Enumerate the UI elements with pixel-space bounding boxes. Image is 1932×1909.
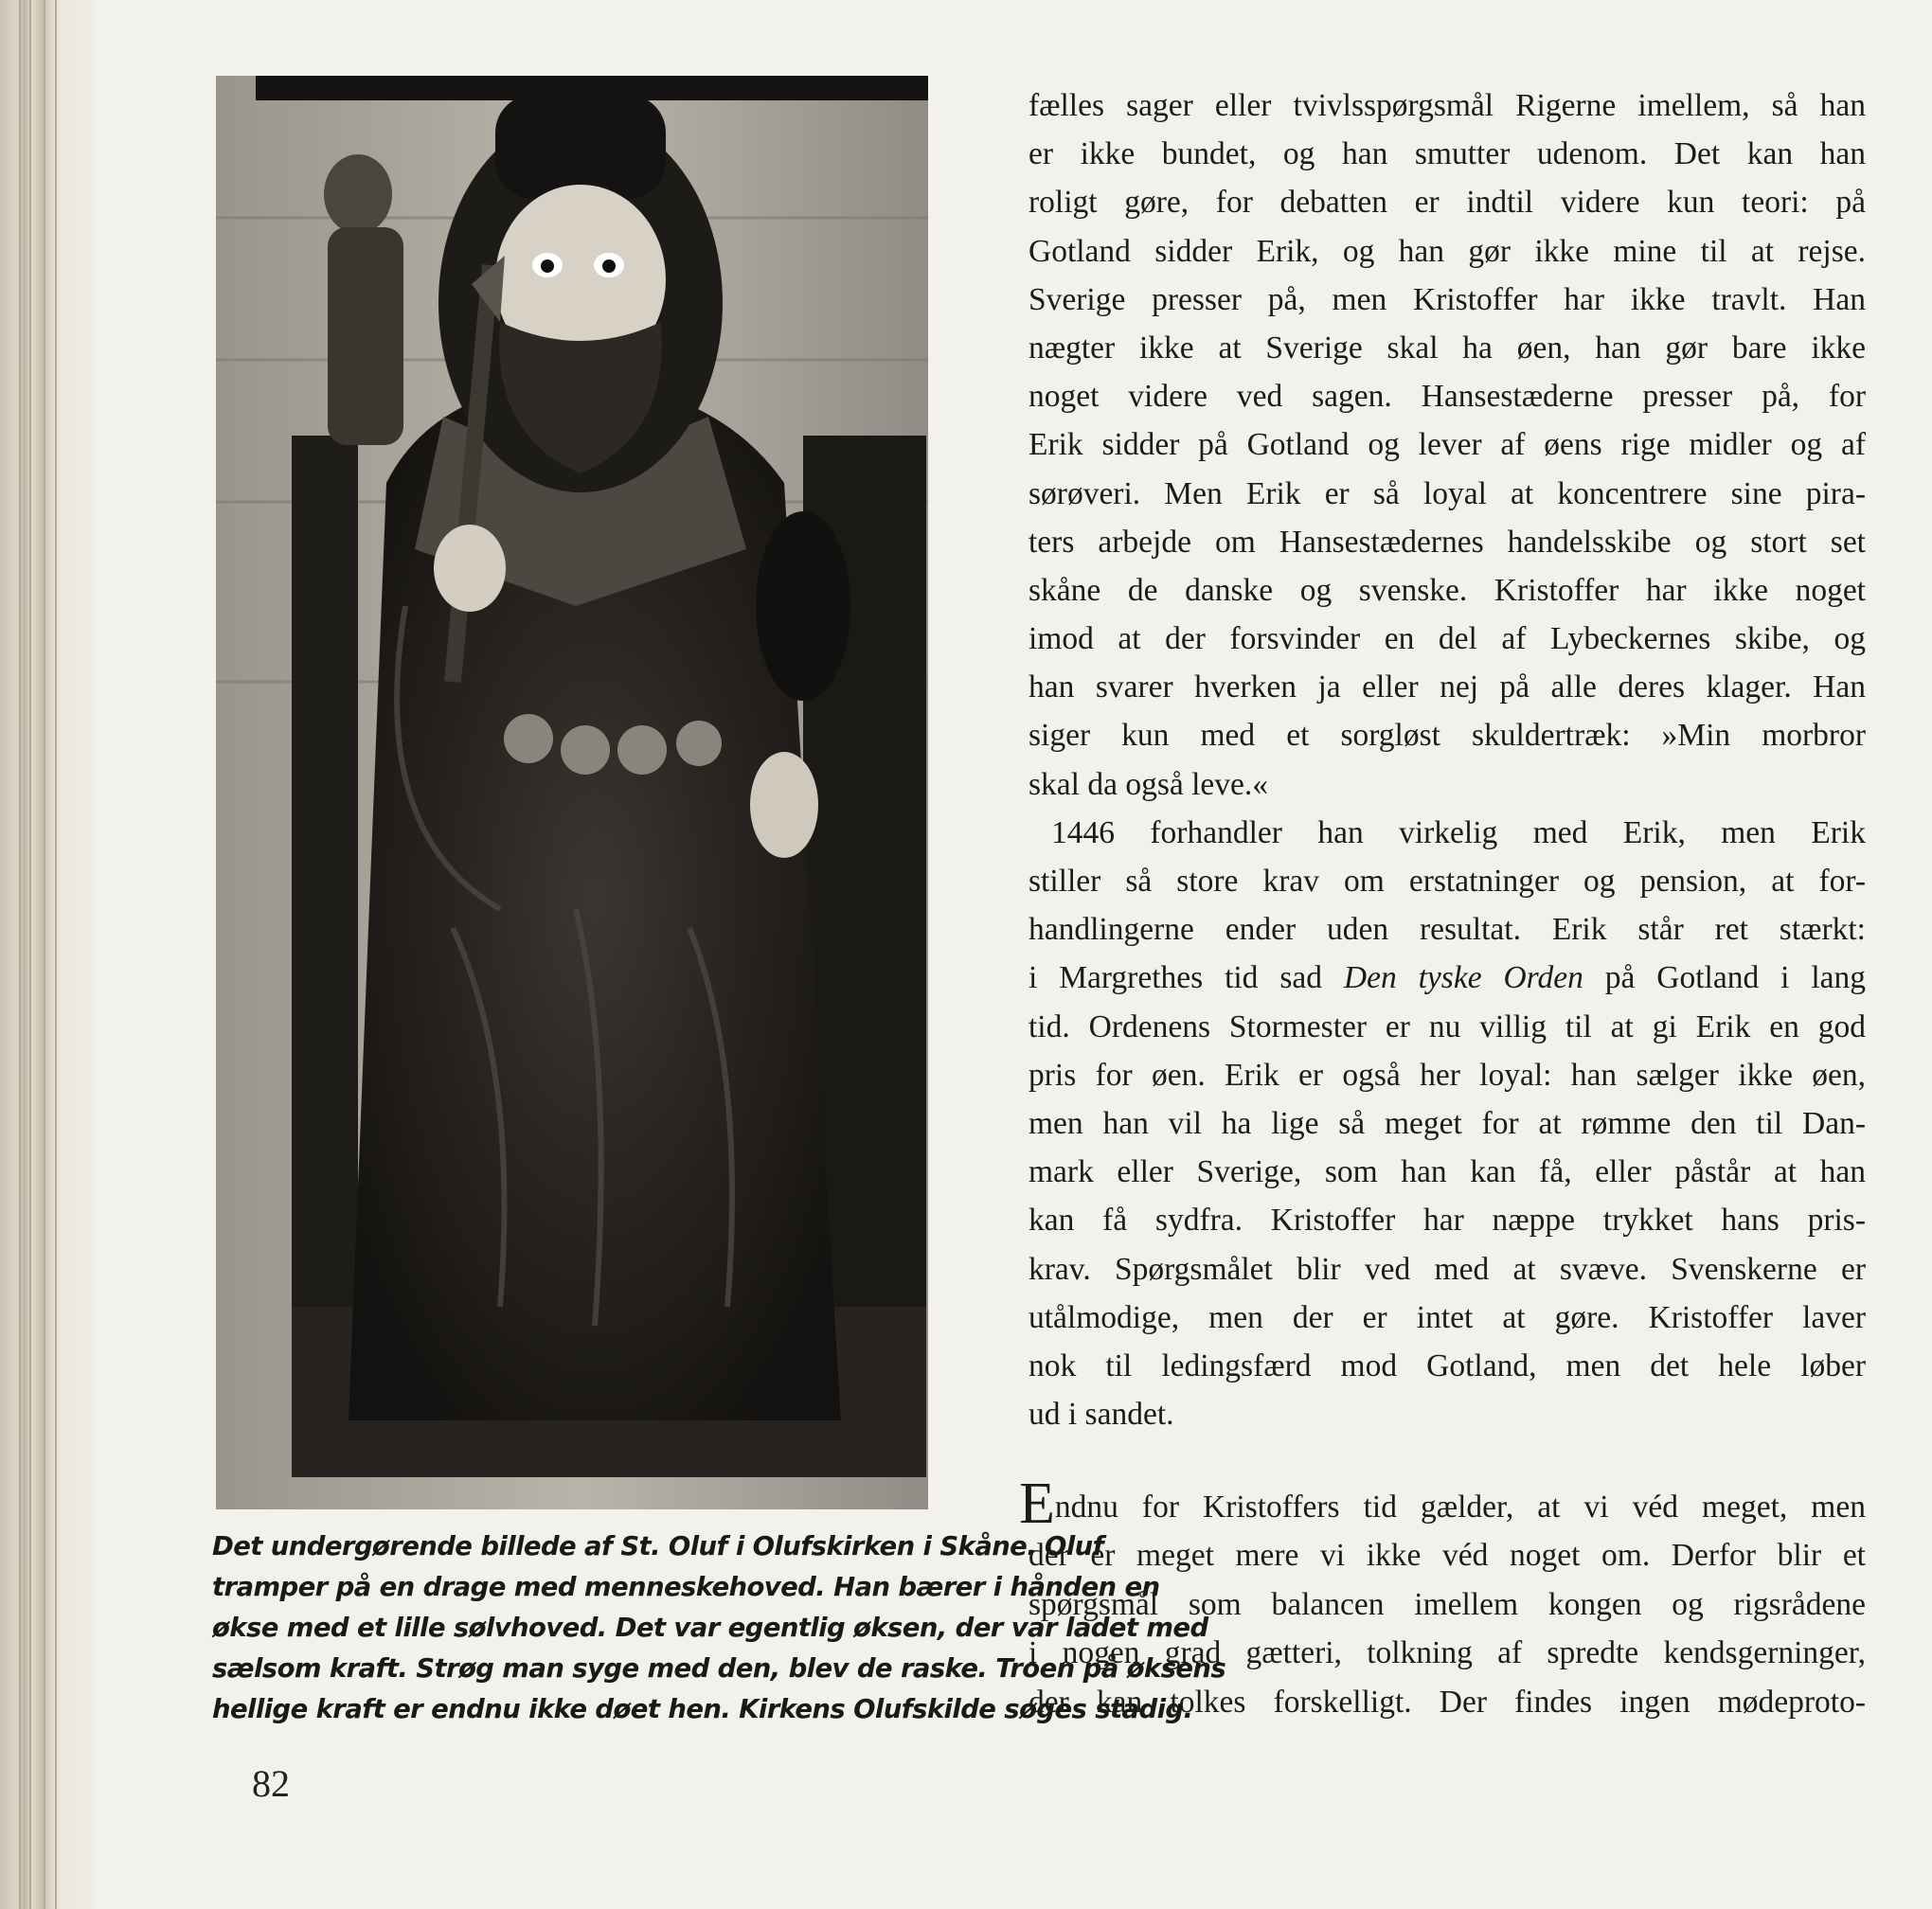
drop-cap: E xyxy=(1019,1472,1055,1536)
text-line: kan få sydfra. Kristoffer har næppe trykket hans pris- xyxy=(1029,1203,1866,1239)
caption-line: hellige kraft er endnu ikke døet hen. Kirkens Olufskilde søges stadig. xyxy=(212,1694,1193,1724)
text-line: der kan tolkes forskelligt. Der findes ingen mødeproto- xyxy=(1029,1684,1866,1720)
caption-line: sælsom kraft. Strøg man syge med den, blev de raske. Troen på øksens xyxy=(212,1653,1226,1684)
text-line: ters arbejde om Hansestædernes handelsskibe og stort set xyxy=(1029,524,1866,560)
text-line: mark eller Sverige, som han kan få, eller påstår at han xyxy=(1029,1154,1866,1190)
text-line: spørgsmål som balancen imellem kongen og rigsrådene xyxy=(1029,1586,1866,1622)
text-line xyxy=(1019,1472,1866,1536)
text-line: der er meget mere vi ikke véd noget om. Derfor blir et xyxy=(1029,1538,1866,1574)
text-line: handlingerne ender uden resultat. Erik står ret stærkt: xyxy=(1029,912,1866,948)
statue-photo xyxy=(216,76,949,1509)
text-span: i Margrethes tid sad xyxy=(1029,960,1344,996)
text-span: ndnu for Kristoffers tid gælder, at vi véd meget, men xyxy=(1054,1490,1866,1525)
new-section xyxy=(1019,1472,1866,1726)
text-line: 1446 forhandler han virkelig med Erik, men Erik xyxy=(1051,814,1866,850)
caption-line: økse med et lille sølvhoved. Det var egentlig øksen, der var ladet med xyxy=(212,1613,1208,1643)
text-span: på Gotland i lang xyxy=(1583,960,1866,996)
text-line: sørøveri. Men Erik er så loyal at koncentrere sine pira- xyxy=(1029,475,1866,511)
text-line: roligt gøre, for debatten er indtil videre kun teori: på xyxy=(1029,185,1866,221)
text-line: er ikke bundet, og han smutter udenom. Det kan han xyxy=(1029,136,1866,172)
caption-line: tramper på en drage med menneskehoved. Han bærer i hånden en xyxy=(212,1572,1160,1602)
text-line: nok til ledingsfærd mod Gotland, men det hele løber xyxy=(1029,1347,1866,1383)
text-line: fælles sager eller tvivlsspørgsmål Rigerne imellem, så han xyxy=(1029,88,1866,123)
text-line: han svarer hverken ja eller nej på alle deres klager. Han xyxy=(1029,669,1866,705)
text-line: krav. Spørgsmålet blir ved med at svæve. Svenskerne er xyxy=(1029,1251,1866,1287)
italic-title: Den tyske Orden xyxy=(1343,960,1583,996)
text-line: men han vil ha lige så meget for at rømme den til Dan- xyxy=(1029,1105,1866,1141)
photo-caption xyxy=(212,1526,1226,1730)
text-line: skåne de danske og svenske. Kristoffer har ikke noget xyxy=(1029,572,1866,608)
text-line: pris for øen. Erik er også her loyal: han sælger ikke øen, xyxy=(1029,1057,1866,1093)
text-line: i nogen grad gætteri, tolkning af spredte kendsgerninger, xyxy=(1029,1635,1866,1671)
statue-of-st-oluf-image xyxy=(216,76,949,1509)
text-line: imod at der forsvinder en del af Lybeckernes skibe, og xyxy=(1029,621,1866,657)
text-line: Gotland sidder Erik, og han gør ikke mine til at rejse. xyxy=(1029,233,1866,269)
text-line: noget videre ved sagen. Hansestæderne presser på, for xyxy=(1029,379,1866,415)
text-line: siger kun med et sorgløst skuldertræk: »Min morbror xyxy=(1029,718,1866,754)
text-line-italic-mixed xyxy=(1029,954,1866,1002)
text-line: Sverige presser på, men Kristoffer har ikke travlt. Han xyxy=(1029,281,1866,317)
text-line: stiller så store krav om erstatninger og pension, at for- xyxy=(1029,864,1866,899)
page-number: 82 xyxy=(252,1762,290,1805)
text-line: tid. Ordenens Stormester er nu villig til at gi Erik en god xyxy=(1029,1008,1866,1044)
text-column xyxy=(1029,81,1866,1438)
text-line: skal da også leve.« xyxy=(1029,766,1269,802)
text-line: ud i sandet. xyxy=(1029,1397,1174,1433)
book-spine-edge xyxy=(0,0,95,1909)
text-line: utålmodige, men der er intet at gøre. Kristoffer laver xyxy=(1029,1299,1866,1335)
text-line: Erik sidder på Gotland og lever af øens rige midler og af xyxy=(1029,427,1866,463)
caption-line: Det undergørende billede af St. Oluf i Olufskirken i Skåne. Oluf xyxy=(212,1531,1103,1561)
text-line: nægter ikke at Sverige skal ha øen, han gør bare ikke xyxy=(1029,330,1866,366)
